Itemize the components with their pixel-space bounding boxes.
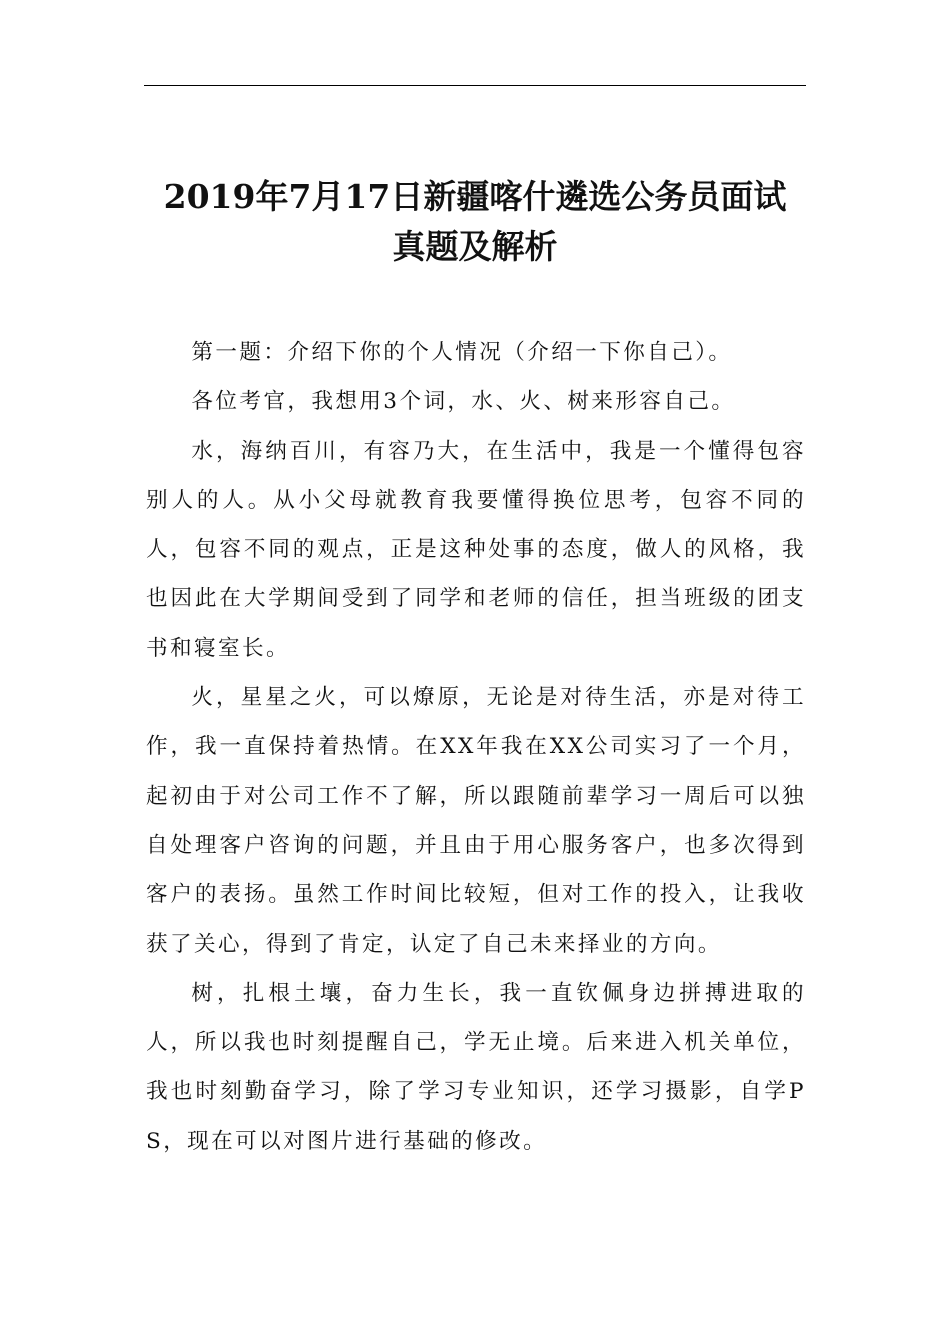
title-line-1: 2019年7月17日新疆喀什遴选公务员面试 [163,177,787,216]
header-rule [144,85,806,86]
fire-paragraph: 火，星星之火，可以燎原，无论是对待生活，亦是对待工作，我一直保持着热情。在XX年我在XX公司实习了一个月，起初由于对公司工作不了解，所以跟随前辈学习一周后可以独自处理客户咨询的问题，并且由于用心服务客户，也多次得到客户的表扬。虽然工作时间比较短，但对工作的投入，让我收获了关心，得到了肯定，认定了自己未来择业的方向。 [146,685,806,957]
question-heading: 第一题：介绍下你的个人情况（介绍一下你自己）。 [191,340,733,365]
water-paragraph: 水，海纳百川，有容乃大，在生活中，我是一个懂得包容别人的人。从小父母就教育我要懂得换位思考，包容不同的人，包容不同的观点，正是这种处事的态度，做人的风格，我也因此在大学期间受到了同学和老师的信任，担当班级的团支书和寝室长。 [146,438,806,661]
title-line-2: 真题及解析 [392,227,558,266]
document-body [146,328,806,1166]
tree-paragraph: 树，扎根土壤，奋力生长，我一直钦佩身边拼搏进取的人，所以我也时刻提醒自己，学无止境。后来进入机关单位，我也时刻勤奋学习，除了学习专业知识，还学习摄影，自学PS，现在可以对图片进行基础的修改。 [146,980,806,1154]
answer-intro-paragraph: 各位考官，我想用3个词，水、火、树来形容自己。 [191,389,736,415]
document-title [144,172,806,272]
